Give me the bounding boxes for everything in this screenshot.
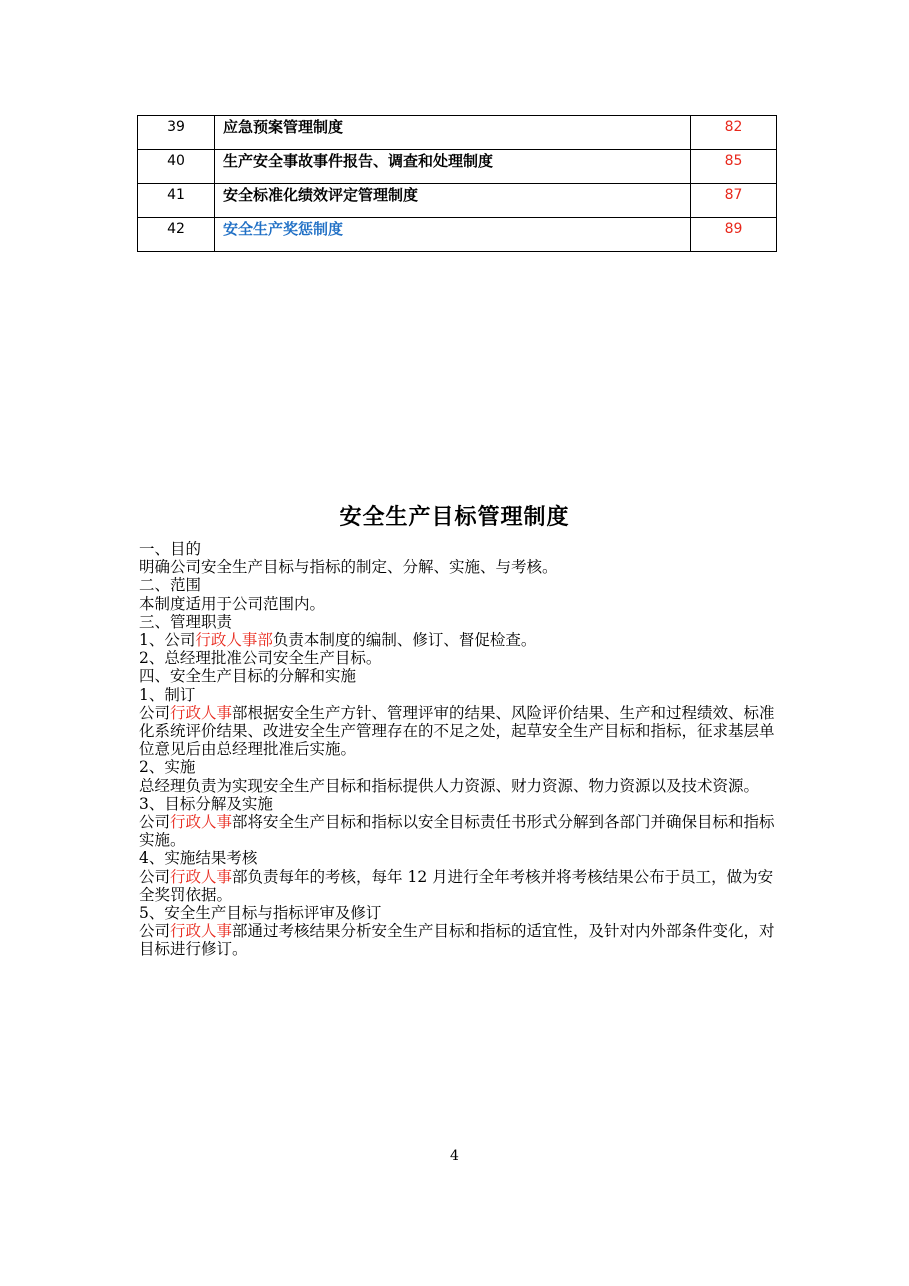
- toc-row: [138, 150, 777, 184]
- department-name: 行政人事: [170, 703, 233, 722]
- text-run: 部负责每年的考核，每年 12 月进行全年考核并将考核结果公布于员工，做为安全奖罚依据。: [139, 867, 774, 904]
- section-heading: 三、管理职责: [139, 612, 233, 631]
- toc-row: [138, 218, 777, 252]
- document-title: 安全生产目标管理制度: [339, 505, 570, 530]
- text-run: 公司: [139, 867, 171, 886]
- paragraph: 明确公司安全生产目标与指标的制定、分解、实施、与考核。: [139, 558, 558, 577]
- text-run: 公司: [139, 703, 171, 722]
- text-run: 负责本制度的编制、修订、督促检查。: [272, 631, 537, 650]
- toc-row-title[interactable]: 安全标准化绩效评定管理制度: [215, 184, 691, 218]
- paragraph: [139, 704, 779, 759]
- paragraph: [139, 813, 779, 849]
- toc-row-page: 85: [691, 150, 777, 184]
- text-run: 公司: [139, 813, 171, 832]
- paragraph: [139, 922, 779, 958]
- toc-table: [137, 115, 777, 252]
- toc-row-page: 89: [691, 218, 777, 252]
- toc-row-title-link[interactable]: 安全生产奖惩制度: [215, 218, 691, 252]
- text-run: 公司: [139, 922, 171, 941]
- toc-row-number: 41: [138, 184, 215, 218]
- paragraph: 本制度适用于公司范围内。: [139, 594, 326, 613]
- text-run: 部通过考核结果分析安全生产目标和指标的适宜性，及针对内外部条件变化，对目标进行修订。: [139, 922, 775, 959]
- toc-row-page: 82: [691, 116, 777, 150]
- subsection-heading: 1、制订: [139, 685, 196, 704]
- text-run: 部根据安全生产方针、管理评审的结果、风险评价结果、生产和过程绩效、标准化系统评价结果、改进安全生产管理存在的不足之处，起草安全生产目标和指标，征求基层单位意见后由总经理批准后实施。: [139, 703, 775, 759]
- toc-row-title[interactable]: 应急预案管理制度: [215, 116, 691, 150]
- subsection-heading: 2、实施: [139, 758, 196, 777]
- paragraph: [139, 631, 779, 649]
- toc-row: [138, 184, 777, 218]
- paragraph: [139, 868, 779, 904]
- toc-row-page: 87: [691, 184, 777, 218]
- toc-row-number: 40: [138, 150, 215, 184]
- page-number: 4: [450, 1148, 459, 1164]
- section-heading: 二、范围: [139, 576, 202, 595]
- paragraph: 总经理负责为实现安全生产目标和指标提供人力资源、财力资源、物力资源以及技术资源。: [139, 776, 760, 795]
- paragraph: 2、总经理批准公司安全生产目标。: [139, 649, 382, 668]
- text-run: 部将安全生产目标和指标以安全目标责任书形式分解到各部门并确保目标和指标实施。: [139, 813, 775, 850]
- subsection-heading: 5、安全生产目标与指标评审及修订: [139, 904, 382, 923]
- section-heading: 四、安全生产目标的分解和实施: [139, 667, 357, 686]
- document-body: [139, 540, 779, 959]
- subsection-heading: 3、目标分解及实施: [139, 794, 273, 813]
- toc-row-title[interactable]: 生产安全事故事件报告、调查和处理制度: [215, 150, 691, 184]
- department-name: 行政人事: [170, 867, 233, 886]
- department-name: 行政人事: [170, 922, 233, 941]
- section-heading: 一、目的: [139, 540, 202, 558]
- subsection-heading: 4、实施结果考核: [139, 849, 258, 868]
- toc-row-number: 39: [138, 116, 215, 150]
- toc-row-number: 42: [138, 218, 215, 252]
- department-name: 行政人事: [170, 813, 233, 832]
- toc-row: [138, 116, 777, 150]
- text-run: 1、公司: [139, 631, 196, 650]
- department-name: 行政人事部: [195, 631, 273, 650]
